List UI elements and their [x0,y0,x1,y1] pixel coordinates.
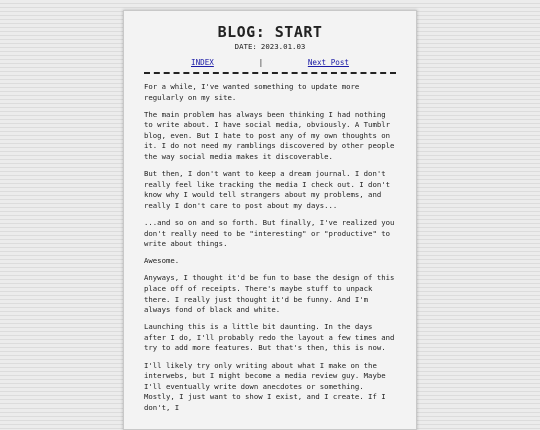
date-value: 2023.01.03 [260,42,306,51]
post-paragraph: Awesome. [144,256,180,266]
post-date [144,41,396,52]
blog-post-receipt [123,10,417,430]
post-paragraph: For a while, I've wanted something to update more regularly on my site. [144,82,360,102]
post-body [144,82,396,414]
post-paragraph: ...and so on and so forth. But finally, I've realized you don't really need to be "interesting" or "productive" to write about things. [144,218,395,249]
post-paragraph: But then, I don't want to keep a dream journal. I don't really feel like tracking the media I check out. I don't know why I would tell strangers about my problems, and really I don't care to post about my days... [144,169,391,210]
next-post-link[interactable]: Next Post [307,58,349,67]
nav-separator: | [258,58,264,67]
dashed-divider [144,72,396,74]
post-paragraph: Launching this is a little bit daunting. In the days after I do, I'll probably redo the layout a few times and try to add more features. But that's then, this is now. [144,322,395,353]
post-title: BLOG: START [217,23,323,41]
post-paragraph: I'll likely try only writing about what I make on the interwebs, but I might become a media review guy. Maybe I'll eventually write down anecdotes or something. Mostly, I just want to show I exist, and I create. If I don't, I [144,360,386,412]
post-navigation [144,57,396,69]
post-paragraph: Anyways, I thought it'd be fun to base the design of this place off of receipts. There's maybe stuff to unpack there. I really just thought it'd be funny. And I'm always fond of black and white. [144,273,395,315]
index-link[interactable]: INDEX [191,58,214,67]
date-label: DATE: [234,42,257,51]
post-paragraph: The main problem has always been thinking I had nothing to write about. I have social media, obviously. A Tumblr blog, even. But I hate to post any of my own thoughts on it. I do not need my ramblings discovered by other people the way social media makes it discoverable. [144,109,395,162]
